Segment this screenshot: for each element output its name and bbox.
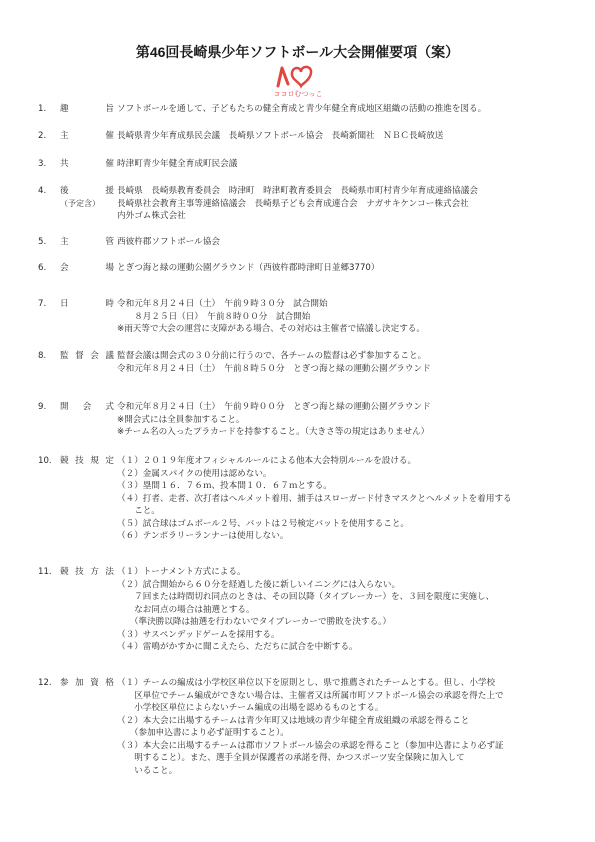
section-label: 共 催	[60, 159, 114, 169]
section-line: （１）チームの編成は小学校区単位以下を原則とし、県で推薦されたチームとする。但し、小学校	[117, 678, 496, 688]
section-line: ソフトボールを通して、子どもたちの健全育成と青少年健全育成地区組織の活動の推進を図る。	[117, 104, 487, 114]
section-body	[117, 566, 557, 654]
section-body	[117, 262, 557, 275]
section-line: （３）サスペンデッドゲームを採用する。	[117, 629, 280, 640]
section-number: 10.	[38, 456, 52, 466]
section-label: 主 管	[60, 237, 114, 247]
section-body	[117, 298, 557, 336]
section-label: 趣 旨	[60, 104, 114, 114]
logo-text: ココロむつっこ	[273, 90, 323, 98]
section-label: 参加資格	[60, 678, 114, 688]
section-line: （６）テンポラリーランナーは使用しない。	[117, 531, 289, 541]
section-line: 区単位でチーム編成ができない場合は、主催者又は所属市町ソフトボール協会の承認を得た上で	[117, 690, 504, 701]
section-line: （２）試合開始から６０分を経過した後に新しいイニングには入らない。	[117, 579, 401, 590]
document-title: 第46回長崎県少年ソフトボール大会開催要項（案）	[135, 44, 460, 60]
section-line: 明すること）。また、選手全員が保護者の承諾を得、かつスポーツ安全保険に加入して	[117, 753, 465, 763]
section-line: こと。	[117, 506, 160, 516]
section-body	[117, 185, 557, 223]
section-label: 会 場	[60, 263, 114, 273]
section-line: 内外ゴム株式会社	[117, 211, 186, 221]
section-line: ８月２５日（日） 午前８時００分 試合開始	[117, 311, 311, 322]
section-label: 開 会 式	[60, 402, 114, 412]
section-body	[117, 130, 557, 143]
section-number: 9.	[38, 402, 47, 412]
section-number: 5.	[38, 237, 47, 247]
section-label: 後 援	[60, 186, 114, 196]
section-line: とぎつ海と緑の運動公園グラウンド（西彼杵郡時津町日並郷3770）	[117, 263, 380, 273]
section-label: 監督会議	[60, 351, 114, 361]
section-line: 長崎県 長崎県教育委員会 時津町 時津町教育委員会 長崎県市町村青少年育成連絡協議会	[117, 186, 478, 196]
section-line: （５）試合球はゴムボール２号、バットは２号検定バットを使用すること。	[117, 518, 410, 529]
section-line: ※雨天等で大会の運営に支障がある場合、その対応は主催者で協議し決定する。	[117, 324, 425, 334]
section-line: 長崎県社会教育主事等連絡協議会 長崎県子ども会育成連合会 ナガサキケンコー株式会社	[117, 198, 469, 209]
section-number: 4.	[38, 186, 47, 196]
section-number: 7.	[38, 299, 47, 309]
section-number: 2.	[38, 131, 47, 141]
section-line: （参加申込書により必ず証明すること）。	[117, 728, 289, 738]
section-body	[117, 677, 557, 777]
section-line: いること。	[117, 765, 178, 776]
section-line: 令和元年８月２４日（土） 午前９時００分 とぎつ海と緑の運動公園グラウンド	[117, 402, 431, 412]
section-number: 12.	[38, 678, 52, 688]
section-line: なお同点の場合は抽選とする。	[117, 604, 255, 615]
section-line: （１）トーナメント方式による。	[117, 567, 246, 577]
section-label: 日 時	[60, 299, 114, 309]
section-body	[117, 350, 557, 375]
section-body	[117, 103, 557, 116]
section-line: 令和元年８月２４日（土） 午前８時５０分 とぎつ海と緑の運動公園グラウンド	[117, 363, 431, 374]
section-line: （３）本大会に出場するチームは郡市ソフトボール協会の承認を得ること（参加申込書により必ず証	[117, 740, 504, 751]
section-line: （４）打者、走者、次打者はヘルメット着用、捕手はスローガード付きマスクとヘルメットを着用する	[117, 493, 512, 504]
section-label: 主 催	[60, 131, 114, 141]
section-line: ７回または時間切れ同点のときは、その回以降（タイブレーカー）を、３回を限度に実施し、	[117, 592, 495, 602]
section-number: 1.	[38, 104, 47, 114]
section-body	[117, 401, 557, 439]
section-line: ※チーム名の入ったプラカードを持参すること。（大きさ等の規定はありません）	[117, 427, 430, 437]
section-sublabel: （予定含）	[60, 198, 100, 208]
section-body	[117, 158, 557, 171]
section-line: （１）２０１９年度オフィシャルルールによる他本大会特別ルールを設ける。	[117, 456, 417, 466]
section-line: 監督会議は開会式の３０分前に行うので、各チームの監督は必ず参加すること。	[117, 351, 427, 361]
section-number: 8.	[38, 351, 47, 361]
section-number: 11.	[38, 567, 52, 577]
section-line: （４）雷鳴がかすかに聞こえたら、ただちに試合を中断する。	[117, 642, 358, 652]
section-line: 西彼杵郡ソフトボール協会	[117, 237, 220, 247]
section-line: （２）金属スパイクの使用は認めない。	[117, 468, 272, 479]
section-line: 時津町青少年健全育成町民会議	[117, 159, 238, 169]
section-line: （２）本大会に出場するチームは青少年町又は地域の青少年健全育成組織の承認を得ること	[117, 715, 470, 726]
section-body	[117, 236, 557, 249]
section-line: 小学校区単位によらないチーム編成の出場を認めるものとする。	[117, 703, 384, 713]
section-line: （３）塁間１６．７６ｍ、投本間１０．６７ｍとする。	[117, 481, 332, 491]
section-label: 競技規定	[60, 456, 114, 466]
section-number: 6.	[38, 263, 47, 273]
section-line: 令和元年８月２４日（土） 午前９時３０分 試合開始	[117, 299, 328, 309]
kokoro-logo	[268, 60, 328, 100]
section-line: ※開会式には全員参加すること。	[117, 414, 245, 425]
section-number: 3.	[38, 159, 47, 169]
section-line: 長崎県青少年育成県民会議 長崎県ソフトボール協会 長崎新聞社 ＮＢＣ長崎放送	[117, 131, 444, 141]
section-body	[117, 455, 557, 543]
section-label: 競技方法	[60, 567, 114, 577]
section-line: （準決勝以降は抽選を行わないでタイブレーカーで勝敗を決する。）	[117, 617, 392, 627]
